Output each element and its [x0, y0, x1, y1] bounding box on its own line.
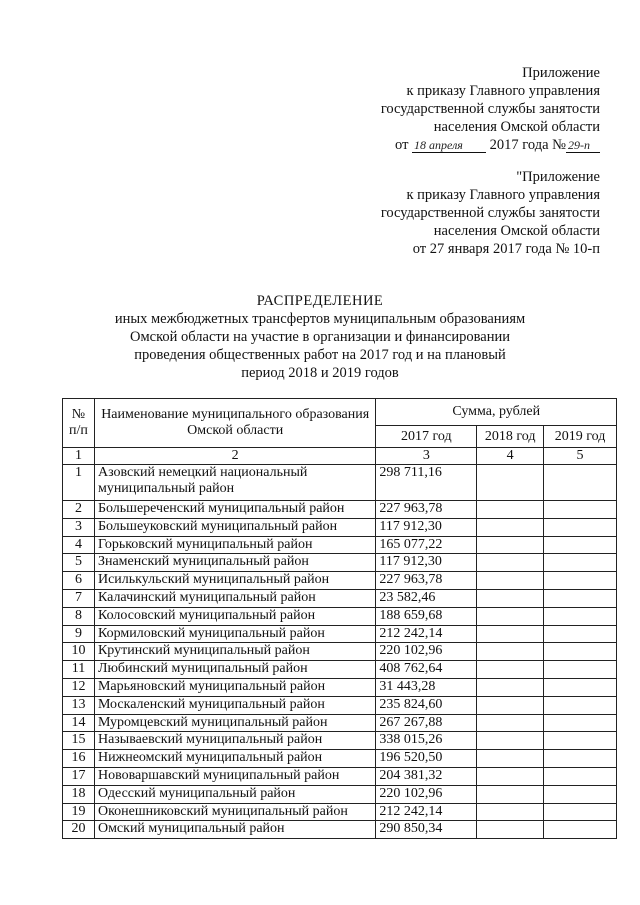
row-value-2018 — [477, 643, 544, 661]
row-value-2019 — [544, 785, 617, 803]
row-name: Исилькульский муниципальный район — [94, 572, 375, 590]
order-date-line — [381, 136, 600, 154]
table-row — [63, 750, 617, 768]
appendix-header — [381, 168, 600, 258]
table-row — [63, 554, 617, 572]
row-value-2018 — [477, 821, 544, 839]
row-name: Муромцевский муниципальный район — [94, 714, 375, 732]
row-number: 2 — [63, 501, 95, 519]
row-value-2017: 204 381,32 — [376, 767, 477, 785]
row-value-2018 — [477, 696, 544, 714]
row-value-2019 — [544, 518, 617, 536]
title-subtitle-line: иных межбюджетных трансфертов муниципальным образованиям — [114, 311, 526, 327]
row-name: Оконешниковский муниципальный район — [94, 803, 375, 821]
row-value-2017: 235 824,60 — [376, 696, 477, 714]
order-header-line: населения Омской области — [433, 119, 600, 135]
row-number: 10 — [63, 643, 95, 661]
row-name: Называевский муниципальный район — [94, 732, 375, 750]
header-2017: 2017 год — [376, 426, 477, 448]
row-name: Большереченский муниципальный район — [94, 501, 375, 519]
row-number: 6 — [63, 572, 95, 590]
header-sum: Сумма, рублей — [376, 399, 617, 426]
row-name: Омский муниципальный район — [94, 821, 375, 839]
table-row — [63, 732, 617, 750]
row-number: 12 — [63, 678, 95, 696]
row-name: Москаленский муниципальный район — [94, 696, 375, 714]
table-row — [63, 714, 617, 732]
row-value-2017: 31 443,28 — [376, 678, 477, 696]
row-value-2019 — [544, 714, 617, 732]
row-value-2017: 117 912,30 — [376, 554, 477, 572]
row-name: Одесский муниципальный район — [94, 785, 375, 803]
row-number: 15 — [63, 732, 95, 750]
row-value-2019 — [544, 750, 617, 768]
table-row — [63, 607, 617, 625]
title-main: РАСПРЕДЕЛЕНИЕ — [256, 293, 384, 309]
row-value-2019 — [544, 643, 617, 661]
row-value-2018 — [477, 518, 544, 536]
distribution-table — [62, 398, 617, 839]
row-value-2017: 165 077,22 — [376, 536, 477, 554]
row-name: Нововаршавский муниципальный район — [94, 767, 375, 785]
table-row — [63, 821, 617, 839]
row-value-2018 — [477, 732, 544, 750]
row-value-2019 — [544, 696, 617, 714]
row-value-2018 — [477, 572, 544, 590]
title-subtitle-line: период 2018 и 2019 годов — [241, 365, 399, 381]
header-num: № п/п — [63, 399, 95, 448]
row-name: Марьяновский муниципальный район — [94, 678, 375, 696]
col-number: 3 — [376, 448, 477, 465]
row-value-2018 — [477, 785, 544, 803]
row-number: 9 — [63, 625, 95, 643]
row-name: Горьковский муниципальный район — [94, 536, 375, 554]
row-value-2018 — [477, 554, 544, 572]
row-value-2018 — [477, 501, 544, 519]
table-row — [63, 803, 617, 821]
row-value-2019 — [544, 554, 617, 572]
row-value-2018 — [477, 607, 544, 625]
row-name: Колосовский муниципальный район — [94, 607, 375, 625]
row-value-2017: 117 912,30 — [376, 518, 477, 536]
row-name: Знаменский муниципальный район — [94, 554, 375, 572]
order-header-line: государственной службы занятости — [380, 101, 600, 117]
table-row — [63, 465, 617, 501]
row-name: Крутинский муниципальный район — [94, 643, 375, 661]
row-value-2018 — [477, 589, 544, 607]
row-name: Нижнеомский муниципальный район — [94, 750, 375, 768]
row-number: 3 — [63, 518, 95, 536]
row-name: Азовский немецкий национальный муниципальный район — [94, 465, 375, 501]
table-body — [63, 465, 617, 839]
row-value-2017: 196 520,50 — [376, 750, 477, 768]
row-value-2017: 188 659,68 — [376, 607, 477, 625]
row-number: 18 — [63, 785, 95, 803]
row-value-2019 — [544, 678, 617, 696]
table-row — [63, 589, 617, 607]
row-value-2019 — [544, 625, 617, 643]
row-value-2017: 220 102,96 — [376, 643, 477, 661]
appendix-header-line: "Приложение — [516, 169, 600, 185]
row-number: 19 — [63, 803, 95, 821]
row-value-2019 — [544, 821, 617, 839]
header-2018: 2018 год — [477, 426, 544, 448]
row-value-2018 — [477, 625, 544, 643]
order-header-line: Приложение — [522, 65, 600, 81]
row-value-2017: 408 762,64 — [376, 661, 477, 679]
appendix-header-line: государственной службы занятости — [380, 205, 600, 221]
header-name: Наименование муниципального образования Омской области — [94, 399, 375, 448]
header-2019: 2019 год — [544, 426, 617, 448]
row-value-2018 — [477, 714, 544, 732]
row-number: 20 — [63, 821, 95, 839]
handwritten-number: 29-п — [566, 138, 600, 153]
row-number: 17 — [63, 767, 95, 785]
row-number: 5 — [63, 554, 95, 572]
row-value-2019 — [544, 607, 617, 625]
order-header-line: к приказу Главного управления — [406, 83, 600, 99]
table-row — [63, 643, 617, 661]
row-number: 13 — [63, 696, 95, 714]
row-value-2019 — [544, 589, 617, 607]
row-value-2018 — [477, 750, 544, 768]
row-value-2017: 212 242,14 — [376, 625, 477, 643]
row-number: 14 — [63, 714, 95, 732]
col-number: 4 — [477, 448, 544, 465]
appendix-header-line: населения Омской области — [433, 223, 600, 239]
row-value-2017: 23 582,46 — [376, 589, 477, 607]
row-value-2019 — [544, 732, 617, 750]
table-row — [63, 696, 617, 714]
order-year-text: 2017 года № — [489, 137, 566, 153]
row-value-2017: 227 963,78 — [376, 572, 477, 590]
title-subtitle-line: проведения общественных работ на 2017 год и на плановый — [134, 347, 506, 363]
appendix-header-line: к приказу Главного управления — [406, 187, 600, 203]
order-date-prefix: от — [395, 137, 409, 153]
table-row — [63, 767, 617, 785]
row-value-2018 — [477, 767, 544, 785]
row-number: 1 — [63, 465, 95, 501]
row-value-2017: 212 242,14 — [376, 803, 477, 821]
row-value-2019 — [544, 767, 617, 785]
col-number: 5 — [544, 448, 617, 465]
col-number: 2 — [94, 448, 375, 465]
row-value-2018 — [477, 678, 544, 696]
row-value-2019 — [544, 661, 617, 679]
row-value-2019 — [544, 572, 617, 590]
row-value-2018 — [477, 661, 544, 679]
row-value-2018 — [477, 536, 544, 554]
row-number: 7 — [63, 589, 95, 607]
document-title — [0, 292, 640, 382]
table-row — [63, 536, 617, 554]
row-value-2019 — [544, 536, 617, 554]
row-name: Большеуковский муниципальный район — [94, 518, 375, 536]
row-value-2018 — [477, 803, 544, 821]
handwritten-date: 18 апреля — [412, 138, 486, 153]
row-number: 16 — [63, 750, 95, 768]
row-value-2019 — [544, 803, 617, 821]
row-number: 11 — [63, 661, 95, 679]
table-row — [63, 661, 617, 679]
row-value-2017: 290 850,34 — [376, 821, 477, 839]
table-row — [63, 572, 617, 590]
row-value-2017: 298 711,16 — [376, 465, 477, 501]
row-name: Калачинский муниципальный район — [94, 589, 375, 607]
table-row — [63, 625, 617, 643]
table-row — [63, 785, 617, 803]
row-value-2017: 220 102,96 — [376, 785, 477, 803]
appendix-header-line: от 27 января 2017 года № 10-п — [412, 241, 600, 257]
row-name: Кормиловский муниципальный район — [94, 625, 375, 643]
row-value-2017: 267 267,88 — [376, 714, 477, 732]
title-subtitle-line: Омской области на участие в организации и финансировании — [129, 329, 511, 345]
order-header — [381, 64, 600, 154]
row-number: 4 — [63, 536, 95, 554]
row-value-2018 — [477, 465, 544, 501]
col-number: 1 — [63, 448, 95, 465]
row-name: Любинский муниципальный район — [94, 661, 375, 679]
row-number: 8 — [63, 607, 95, 625]
row-value-2017: 338 015,26 — [376, 732, 477, 750]
table-row — [63, 678, 617, 696]
row-value-2019 — [544, 501, 617, 519]
row-value-2017: 227 963,78 — [376, 501, 477, 519]
row-value-2019 — [544, 465, 617, 501]
table-row — [63, 501, 617, 519]
table-row — [63, 518, 617, 536]
